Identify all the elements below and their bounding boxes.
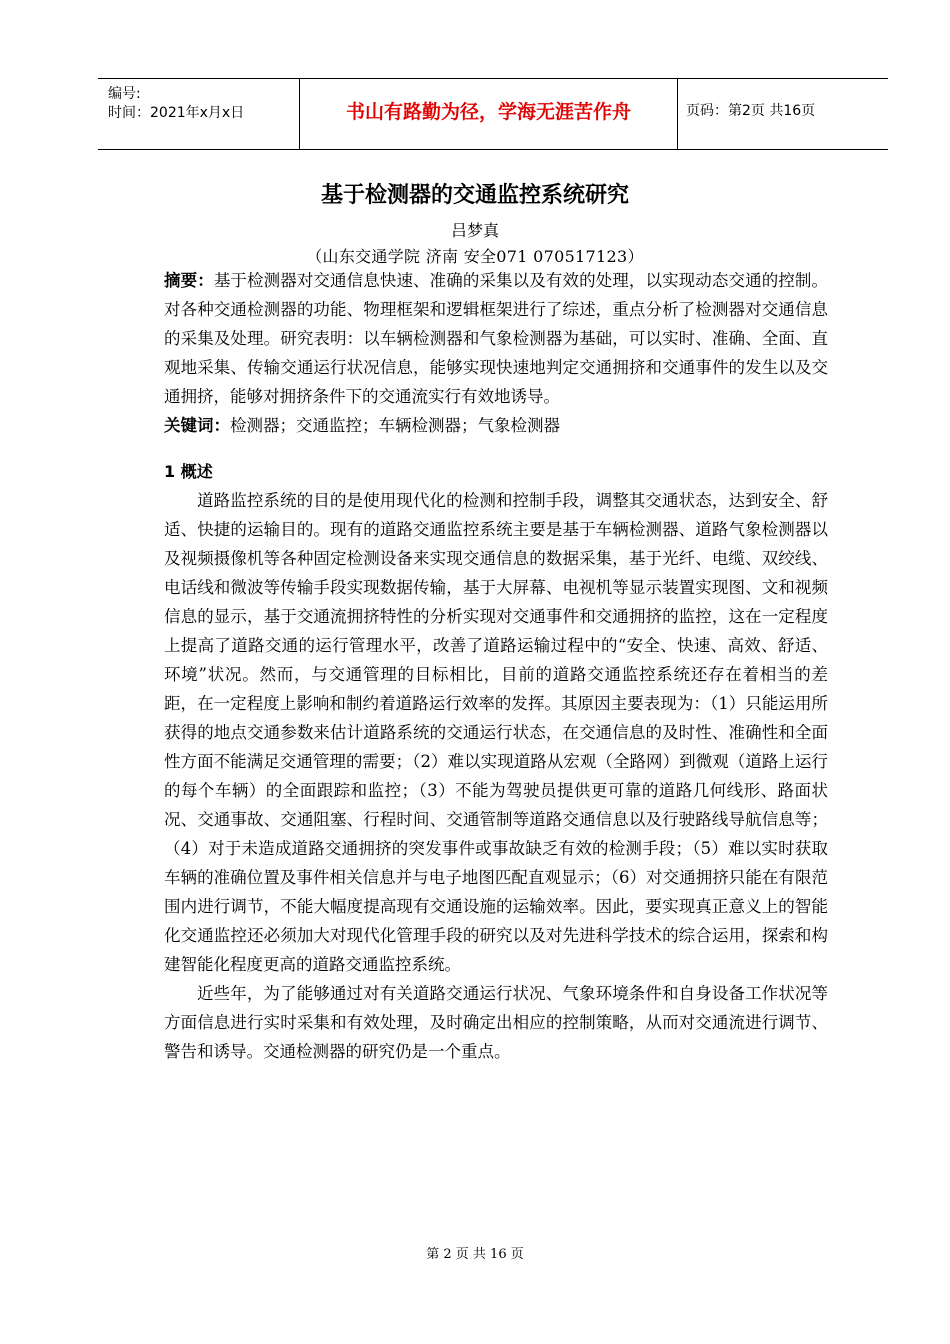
header-page-info: 页码：第2页 共16页 [686, 103, 816, 119]
abstract-text: 基于检测器对交通信息快速、准确的采集以及有效的处理，以实现动态交通的控制。对各种交通检测器的功能、物理框架和逻辑框架进行了综述，重点分析了检测器对交通信息的采集及处理。研究表明：以车辆检测器和气象检测器为基础，可以实时、准确、全面、直观地采集、传输交通运行状况信息，能够实现快速地判定交通拥挤和交通事件的发生以及交通拥挤，能够对拥挤条件下的交通流实行有效地诱导。 [164, 271, 829, 406]
page-footer: 第 2 页 共 16 页 [426, 1247, 524, 1262]
abstract-label: 摘要： [164, 271, 214, 290]
keywords-text: 检测器；交通监控；车辆检测器；气象检测器 [230, 416, 560, 435]
number-label: 编号: [108, 86, 141, 102]
paper-affiliation: （山东交通学院 济南 安全071 070517123） [306, 247, 644, 266]
section-heading: 1 概述 [164, 462, 213, 481]
paper-author: 吕梦真 [450, 221, 499, 240]
keywords [164, 411, 828, 440]
keywords-label: 关键词： [164, 416, 230, 435]
paper-body [164, 266, 828, 1066]
header-meta [98, 79, 300, 149]
header-motto: 书山有路勤为径，学海无涯苦作舟 [300, 79, 678, 149]
paragraph: 近些年，为了能够通过对有关道路交通运行状况、气象环境条件和自身设备工作状况等方面信息进行实时采集和有效处理，及时确定出相应的控制策略，从而对交通流进行调节、警告和诱导。交通检测器的研究仍是一个重点。 [164, 984, 828, 1061]
paper-title: 基于检测器的交通监控系统研究 [320, 183, 629, 208]
page-header [98, 78, 888, 150]
paragraph: 道路监控系统的目的是使用现代化的检测和控制手段，调整其交通状态，达到安全、舒适、快捷的运输目的。现有的道路交通监控系统主要是基于车辆检测器、道路气象检测器以及视频摄像机等各种固定检测设备来实现交通信息的数据采集，基于光纤、电缆、双绞线、电话线和微波等传输手段实现数据传输，基于大屏幕、电视机等显示装置实现图、文和视频信息的显示，基于交通流拥挤特性的分析实现对交通事件和交通拥挤的监控，这在一定程度上提高了道路交通的运行管理水平，改善了道路运输过程中的“安全、快速、高效、舒适、环境”状况。然而，与交通管理的目标相比，目前的道路交通监控系统还存在着相当的差距，在一定程度上影响和制约着道路运行效率的发挥。其原因主要表现为：（1）只能运用所获得的地点交通参数来估计道路系统的交通运行状态，在交通信息的及时性、准确性和全面性方面不能满足交通管理的需要；（2）难以实现道路从宏观（全路网）到微观（道路上运行的每个车辆）的全面跟踪和监控；（3）不能为驾驶员提供更可靠的道路几何线形、路面状况、交通事故、交通阻塞、行程时间、交通管制等道路交通信息以及行驶路线导航信息等；（4）对于未造成道路交通拥挤的突发事件或事故缺乏有效的检测手段；（5）难以实时获取车辆的准确位置及事件相关信息并与电子地图匹配直观显示；（6）对交通拥挤只能在有限范围内进行调节，不能大幅度提高现有交通设施的运输效率。因此，要实现真正意义上的智能化交通监控还必须加大对现代化管理手段的研究以及对先进科学技术的综合运用，探索和构建智能化程度更高的道路交通监控系统。 [164, 491, 828, 974]
abstract [164, 266, 828, 411]
time-label: 时间：2021年x月x日 [108, 105, 245, 121]
